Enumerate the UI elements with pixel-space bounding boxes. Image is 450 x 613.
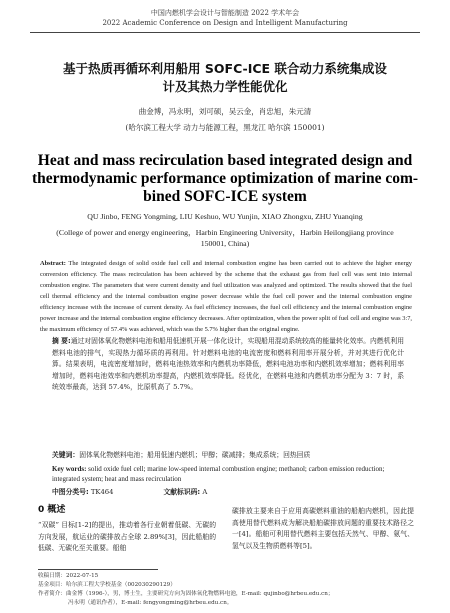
footnote-fund: 基金项目：哈尔滨工程大学校基金（002030290129） xyxy=(38,582,176,588)
en-abstract-text: The integrated design of solid oxide fuel cell and internal combustion engine has been carried out to achieve the higher energy conversion efficiency. The mass recirculation has been achieved by the scheme that the exhaust gas from fuel cell was sent into internal combustion engine. The parameters that were current density and fuel utilization was analyzed and optimized. The results showed that the fuel cell thermal efficiency and the internal combustion engine power decrease while the fuel cell power and the internal combustion engine efficiency increase with the increase of current density. As fuel efficiency increases, the fuel cell efficiency and the internal combustion engine power increase and the internal combustion engine efficiency decreases. After optimization, when the power split of fuel cell and engine was 3:7, the maximum efficiency of 57.4% was achieved, which was the 5.7% higher than the original engine. xyxy=(40,260,412,333)
clc-label: 中图分类号: xyxy=(52,488,89,496)
doc-code-value: A xyxy=(200,488,208,496)
en-abstract-label: Abstract: xyxy=(40,260,66,267)
en-keywords-text: solid oxide fuel cell; marine low-speed internal combustion engine; methanol; carbon emission reduction; integrated system; heat and mass recirculation xyxy=(52,465,385,483)
cn-affiliation: (哈尔滨工程大学 动力与能源工程，黑龙江 哈尔滨 150001) xyxy=(125,123,325,132)
cn-abstract-label: 摘 要: xyxy=(52,337,71,345)
footnote-divider xyxy=(38,569,158,570)
header-divider xyxy=(30,32,420,33)
section-heading: 0 概述 xyxy=(38,505,66,515)
en-affiliation xyxy=(50,228,400,249)
cn-title-line-1: 基于热质再循环利用船用 SOFC-ICE 联合动力系统集成设 xyxy=(63,61,387,76)
en-title xyxy=(28,152,422,206)
footnote-corresponding-author: 冯永明（通讯作者），E-mail: fengyongming@hrbeu.edu.cn。 xyxy=(68,600,233,606)
cn-authors: 曲金博，冯永明，刘可硕，吴云金，肖忠旭，朱元清 xyxy=(138,107,312,116)
cn-title-line-2: 计及其热力学性能优化 xyxy=(162,79,288,94)
en-title-line-1: Heat and mass recirculation based integrated design and xyxy=(37,152,413,169)
en-affiliation-line-2: 150001, China) xyxy=(200,238,250,248)
intro-right-column: 碳排放主要来自于应用高碳燃料重油的船舶内燃机，因此提高使用替代燃料成为解决船舶碳排放问题的重要技术路径之一[4]。船舶可利用替代燃料主要包括天然气、甲醇、氨气、氢气以及生物质燃料等[5]。 xyxy=(232,507,414,550)
doc-code-label: 文献标识码: xyxy=(163,488,201,496)
en-authors: QU Jinbo, FENG Yongming, LIU Keshuo, WU Yunjin, XIAO Zhongxu, ZHU Yuanqing xyxy=(87,212,363,221)
en-abstract xyxy=(40,258,412,335)
running-head-cn: 中国内燃机学会设计与智能制造 2022 学术年会 xyxy=(150,9,300,17)
footnotes xyxy=(38,572,418,608)
clc-value: TK464 xyxy=(88,488,114,496)
en-title-line-3: bined SOFC-ICE system xyxy=(143,188,307,205)
cn-keywords-label: 关键词： xyxy=(52,451,80,459)
cn-keywords-text: 固体氧化物燃料电池；船用低速内燃机；甲醇；碳减排；集成系统；回热回质 xyxy=(79,451,311,459)
footnote-received: 收稿日期：2022-07-15 xyxy=(38,573,99,579)
cn-keywords xyxy=(52,450,404,461)
footnote-author: 作者简介：曲金博（1996-），男，博士生，主要研究方向为固体氧化物燃料电池，E-mail: qujinbo@hrbeu.edu.cn； xyxy=(38,591,334,597)
intro-left-column: “双碳” 目标[1-2]的提出，推动着各行业朝着低碳、无碳的方向发展，航运业的碳排放占全球 2.89%[3]，因此船舶的低碳、无碳化至关重要。船舶 xyxy=(38,521,216,552)
cn-abstract xyxy=(52,336,404,394)
cn-title xyxy=(28,60,422,96)
running-head-en: 2022 Academic Conference on Design and Intelligent Manufacturing xyxy=(102,19,348,27)
en-keywords-label: Key words: xyxy=(52,465,87,473)
cn-abstract-text: 通过对固体氧化物燃料电池和船用低速机开展一体化设计，实现船用混动系统较高的能量转化效率。内燃机利用燃料电池的排气，实现热力循环质的再利用。针对燃料电池的电流密度和燃料利用率开展分析，并对其进行优化计算。结果表明，电流密度增加时，燃料电池热效率和内燃机功率降低，燃料电池功率和内燃机效率增加；燃料利用率增加时，燃料电池效率和内燃机功率提高，内燃机效率降低。经优化，在燃料电池和内燃机功率分配为 3：7 时，系统效率最高，达到 57.4%，比原机高了 5.7%。 xyxy=(52,337,404,391)
en-keywords xyxy=(52,464,410,484)
classification-line xyxy=(52,487,404,497)
en-affiliation-line-1: (College of power and energy engineering，Harbin Engineering University，Harbin Heilongjiang province xyxy=(56,228,394,237)
en-title-line-2: thermodynamic performance optimization of marine com- xyxy=(31,170,419,187)
running-head xyxy=(0,8,450,28)
